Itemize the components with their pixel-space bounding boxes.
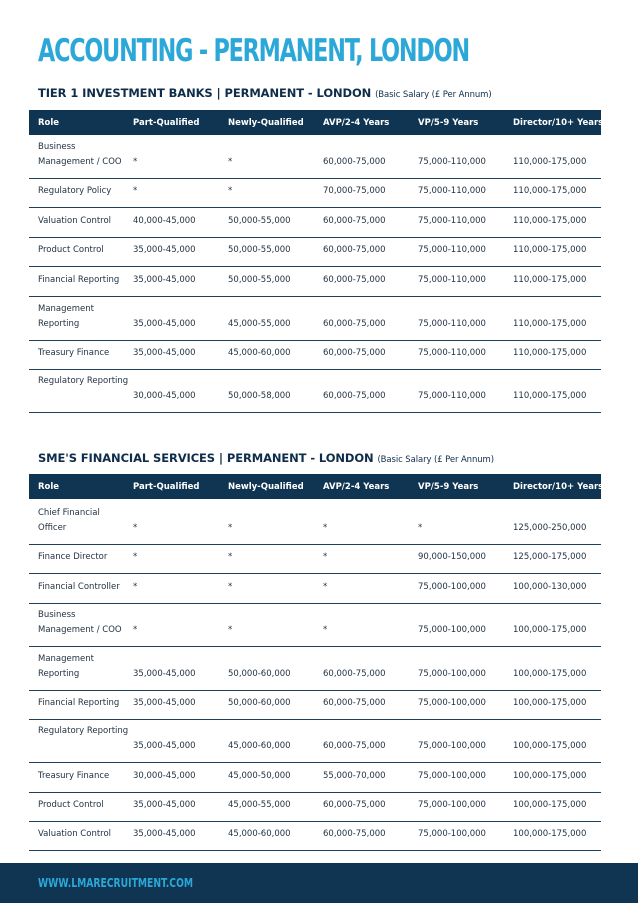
section2-table-header: [29, 474, 604, 499]
col-avp: AVP/2-4 Years: [323, 482, 390, 492]
cell-director: 100,000-175,000: [513, 625, 587, 635]
cell-role: Chief Financial Officer: [38, 508, 100, 533]
section1-heading-text: TIER 1 INVESTMENT BANKS | PERMANENT - LONDON: [38, 86, 372, 100]
cell-role: Treasury Finance: [38, 348, 110, 358]
cell-vp: 90,000-150,000: [418, 552, 486, 562]
cell-role: Valuation Control: [38, 216, 112, 226]
cell-avp: 55,000-70,000: [323, 771, 386, 781]
cell-avp: 60,000-75,000: [323, 157, 386, 167]
cell-vp: 75,000-110,000: [418, 391, 486, 401]
cell-vp: 75,000-100,000: [418, 582, 486, 592]
cell-director: 125,000-175,000: [513, 552, 587, 562]
cell-director: 110,000-175,000: [513, 391, 587, 401]
cell-part-qualified: 30,000-45,000: [133, 391, 196, 401]
cell-role: Financial Reporting: [38, 698, 120, 708]
table-row: [29, 691, 601, 720]
cell-vp: 75,000-100,000: [418, 698, 486, 708]
cell-newly-qualified: 45,000-60,000: [228, 348, 291, 358]
cell-avp: *: [323, 523, 328, 533]
cell-part-qualified: 40,000-45,000: [133, 216, 196, 226]
table-row: [29, 604, 601, 647]
cell-avp: 70,000-75,000: [323, 186, 386, 196]
cell-vp: 75,000-100,000: [418, 800, 486, 810]
table-row: [29, 793, 601, 822]
cell-vp: 75,000-110,000: [418, 216, 486, 226]
cell-vp: 75,000-100,000: [418, 741, 486, 751]
cell-role: Treasury Finance: [38, 771, 110, 781]
col-director: Director/10+ Years: [513, 482, 604, 492]
table-row: [29, 720, 601, 763]
cell-newly-qualified: *: [228, 552, 233, 562]
cell-role: Valuation Control: [38, 829, 112, 839]
cell-part-qualified: *: [133, 552, 138, 562]
cell-part-qualified: 35,000-45,000: [133, 319, 196, 329]
col-avp: AVP/2-4 Years: [323, 118, 390, 128]
cell-vp: 75,000-100,000: [418, 771, 486, 781]
cell-vp: 75,000-100,000: [418, 829, 486, 839]
cell-part-qualified: 35,000-45,000: [133, 245, 196, 255]
cell-avp: 60,000-75,000: [323, 800, 386, 810]
table-row: [29, 822, 601, 851]
table-row: [29, 763, 601, 793]
section2-heading-text: SME'S FINANCIAL SERVICES | PERMANENT - LONDON: [38, 451, 374, 465]
table-row: [29, 499, 601, 545]
cell-avp: *: [323, 582, 328, 592]
table-row: [29, 297, 601, 341]
cell-director: 100,000-130,000: [513, 582, 587, 592]
cell-avp: 60,000-75,000: [323, 391, 386, 401]
table-row: [29, 179, 601, 208]
cell-role: Business Management / COO: [38, 142, 122, 167]
cell-director: 100,000-175,000: [513, 698, 587, 708]
cell-director: 110,000-175,000: [513, 275, 587, 285]
col-newly-qualified: Newly-Qualified: [228, 118, 304, 128]
table-row: [29, 267, 601, 297]
cell-newly-qualified: 50,000-55,000: [228, 216, 291, 226]
cell-part-qualified: *: [133, 186, 138, 196]
cell-part-qualified: 35,000-45,000: [133, 669, 196, 679]
cell-avp: *: [323, 625, 328, 635]
cell-part-qualified: *: [133, 157, 138, 167]
cell-avp: 60,000-75,000: [323, 245, 386, 255]
cell-role: Finance Director: [38, 552, 108, 562]
section2-heading: [38, 451, 494, 465]
table-row: [29, 135, 601, 179]
cell-vp: 75,000-110,000: [418, 186, 486, 196]
cell-part-qualified: 35,000-45,000: [133, 348, 196, 358]
cell-avp: 60,000-75,000: [323, 348, 386, 358]
cell-newly-qualified: 45,000-55,000: [228, 319, 291, 329]
page-title: ACCOUNTING - PERMANENT, LONDON: [38, 33, 469, 69]
cell-role: Financial Controller: [38, 582, 120, 592]
cell-newly-qualified: *: [228, 625, 233, 635]
cell-role: Regulatory Reporting: [38, 726, 129, 736]
cell-vp: 75,000-110,000: [418, 348, 486, 358]
cell-avp: 60,000-75,000: [323, 275, 386, 285]
cell-vp: 75,000-100,000: [418, 669, 486, 679]
col-part-qualified: Part-Qualified: [133, 482, 200, 492]
col-vp: VP/5-9 Years: [418, 482, 479, 492]
cell-role: Business Management / COO: [38, 610, 122, 635]
cell-director: 110,000-175,000: [513, 319, 587, 329]
cell-role: Financial Reporting: [38, 275, 120, 285]
cell-role: Management Reporting: [38, 654, 94, 679]
table-row: [29, 341, 601, 370]
section1-table-header: [29, 110, 604, 135]
cell-newly-qualified: 45,000-50,000: [228, 771, 291, 781]
section2-note: (Basic Salary (£ Per Annum): [377, 455, 494, 465]
cell-newly-qualified: 50,000-58,000: [228, 391, 291, 401]
cell-newly-qualified: 50,000-60,000: [228, 698, 291, 708]
cell-vp: 75,000-100,000: [418, 625, 486, 635]
cell-director: 100,000-175,000: [513, 741, 587, 751]
cell-part-qualified: 35,000-45,000: [133, 829, 196, 839]
cell-vp: *: [418, 523, 423, 533]
col-role: Role: [38, 482, 60, 492]
cell-part-qualified: 35,000-45,000: [133, 741, 196, 751]
cell-newly-qualified: *: [228, 582, 233, 592]
section1-heading: [38, 86, 492, 100]
cell-newly-qualified: 50,000-55,000: [228, 275, 291, 285]
cell-role: Regulatory Reporting: [38, 376, 129, 386]
cell-role: Regulatory Policy: [38, 186, 112, 196]
cell-newly-qualified: 45,000-60,000: [228, 741, 291, 751]
cell-avp: 60,000-75,000: [323, 829, 386, 839]
table-row: [29, 574, 601, 604]
cell-role: Product Control: [38, 800, 104, 810]
cell-newly-qualified: *: [228, 186, 233, 196]
cell-director: 100,000-175,000: [513, 829, 587, 839]
cell-avp: 60,000-75,000: [323, 698, 386, 708]
cell-director: 110,000-175,000: [513, 245, 587, 255]
col-director: Director/10+ Years: [513, 118, 604, 128]
cell-part-qualified: 35,000-45,000: [133, 698, 196, 708]
table-row: [29, 370, 601, 413]
cell-newly-qualified: 50,000-60,000: [228, 669, 291, 679]
cell-director: 100,000-175,000: [513, 800, 587, 810]
cell-avp: *: [323, 552, 328, 562]
cell-newly-qualified: 45,000-60,000: [228, 829, 291, 839]
cell-part-qualified: *: [133, 582, 138, 592]
cell-newly-qualified: *: [228, 157, 233, 167]
cell-director: 125,000-250,000: [513, 523, 587, 533]
cell-vp: 75,000-110,000: [418, 319, 486, 329]
col-newly-qualified: Newly-Qualified: [228, 482, 304, 492]
cell-newly-qualified: 50,000-55,000: [228, 245, 291, 255]
cell-part-qualified: 35,000-45,000: [133, 800, 196, 810]
cell-part-qualified: 35,000-45,000: [133, 275, 196, 285]
cell-avp: 60,000-75,000: [323, 669, 386, 679]
footer-bar: [0, 863, 638, 903]
footer-url-link[interactable]: WWW.LMARECRUITMENT.COM: [38, 875, 194, 890]
cell-part-qualified: 30,000-45,000: [133, 771, 196, 781]
cell-director: 110,000-175,000: [513, 216, 587, 226]
table-row: [29, 208, 601, 238]
cell-newly-qualified: 45,000-55,000: [228, 800, 291, 810]
cell-avp: 60,000-75,000: [323, 319, 386, 329]
cell-role: Management Reporting: [38, 304, 94, 329]
cell-vp: 75,000-110,000: [418, 245, 486, 255]
cell-role: Product Control: [38, 245, 104, 255]
cell-part-qualified: *: [133, 625, 138, 635]
cell-vp: 75,000-110,000: [418, 275, 486, 285]
cell-avp: 60,000-75,000: [323, 741, 386, 751]
cell-avp: 60,000-75,000: [323, 216, 386, 226]
cell-director: 110,000-175,000: [513, 186, 587, 196]
col-role: Role: [38, 118, 60, 128]
section1-note: (Basic Salary (£ Per Annum): [375, 90, 492, 100]
cell-vp: 75,000-110,000: [418, 157, 486, 167]
table-row: [29, 545, 601, 574]
cell-director: 110,000-175,000: [513, 348, 587, 358]
cell-director: 110,000-175,000: [513, 157, 587, 167]
col-vp: VP/5-9 Years: [418, 118, 479, 128]
col-part-qualified: Part-Qualified: [133, 118, 200, 128]
cell-part-qualified: *: [133, 523, 138, 533]
cell-newly-qualified: *: [228, 523, 233, 533]
table-row: [29, 238, 601, 267]
table-row: [29, 647, 601, 691]
cell-director: 100,000-175,000: [513, 669, 587, 679]
cell-director: 100,000-175,000: [513, 771, 587, 781]
